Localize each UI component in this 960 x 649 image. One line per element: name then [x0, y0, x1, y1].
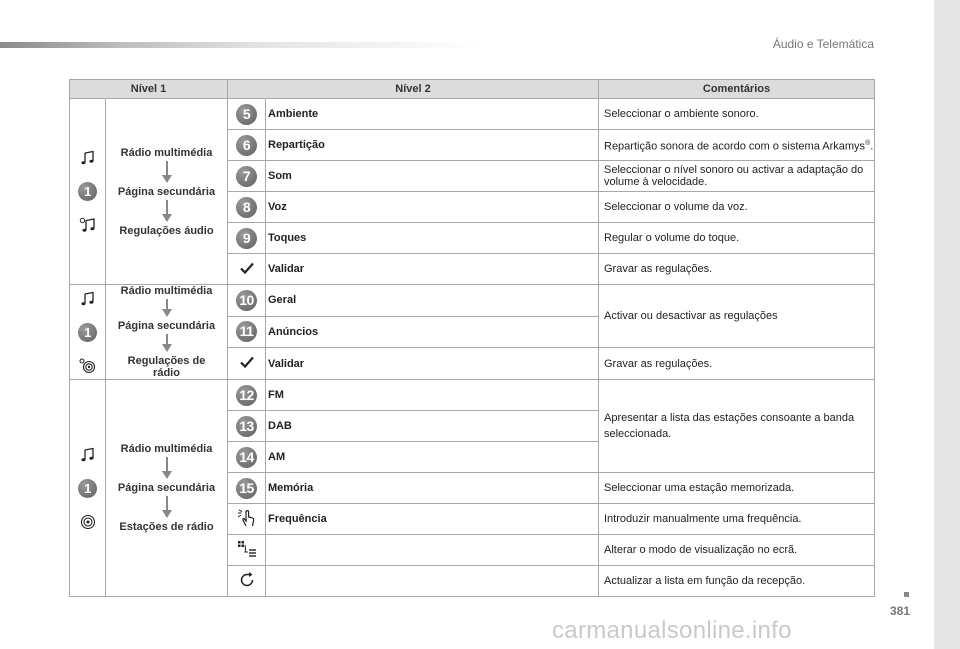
level2-name: Validar: [266, 348, 599, 380]
arrow-down-icon: [162, 457, 172, 479]
comment-end: .: [870, 140, 874, 153]
checkmark-icon: [240, 356, 254, 368]
group-icons-cell: [70, 285, 106, 380]
header-gradient-bar: [0, 42, 480, 48]
comment: Seleccionar o nível sonoro ou activar a adaptação do volume à velocidade.: [599, 161, 875, 192]
number-badge: 11: [236, 321, 257, 342]
comment: Seleccionar o ambiente sonoro.: [599, 99, 875, 130]
level2-name: AM: [266, 442, 599, 473]
level1-path-cell: [106, 380, 228, 597]
column-header-level2: Nível 2: [228, 80, 599, 99]
level2-name: Geral: [266, 285, 599, 317]
table-row: [70, 99, 875, 130]
row-number-cell: [228, 316, 266, 348]
comment: Gravar as regulações.: [599, 254, 875, 285]
row-number-cell: [228, 380, 266, 411]
comment: Regular o volume do toque.: [599, 223, 875, 254]
comment: Introduzir manualmente uma frequência.: [599, 504, 875, 535]
page-marker: [904, 592, 909, 597]
step-number-badge: 1: [78, 479, 97, 498]
comment: Gravar as regulações.: [599, 348, 875, 380]
row-icon-cell: [228, 504, 266, 535]
row-number-cell: [228, 223, 266, 254]
level2-name: [266, 566, 599, 597]
level2-name: DAB: [266, 411, 599, 442]
level2-name: Validar: [266, 254, 599, 285]
music-note-icon: [80, 447, 96, 463]
music-note-icon: [80, 150, 96, 166]
number-badge: 5: [236, 104, 257, 125]
level2-name: Toques: [266, 223, 599, 254]
step-number-badge: 1: [78, 182, 97, 201]
table-row: [70, 380, 875, 411]
comment: Activar ou desactivar as regulações: [599, 285, 875, 348]
comment-text: Repartição sonora de acordo com o sistema Arkamys: [604, 140, 866, 153]
refresh-icon: [238, 571, 256, 589]
level2-name: FM: [266, 380, 599, 411]
page-number: 381: [890, 604, 911, 618]
row-number-cell: [228, 411, 266, 442]
level2-name: Memória: [266, 473, 599, 504]
radio-settings-icon: [79, 358, 97, 374]
comment: Alterar o modo de visualização no ecrã.: [599, 535, 875, 566]
radio-signal-icon: [80, 514, 96, 530]
number-badge: 12: [236, 385, 257, 406]
level1-step: Regulações áudio: [119, 224, 214, 237]
row-icon-cell: [228, 535, 266, 566]
table-row: [70, 285, 875, 317]
arrow-down-icon: [162, 161, 172, 183]
level1-step: Estações de rádio: [119, 521, 214, 533]
row-number-cell: [228, 442, 266, 473]
row-number-cell: [228, 285, 266, 317]
level1-step: Página secundária: [117, 185, 216, 198]
level1-step: Rádio multimédia: [120, 285, 213, 297]
number-badge: 9: [236, 228, 257, 249]
number-badge: 13: [236, 416, 257, 437]
column-header-level1: Nível 1: [70, 80, 228, 99]
display-mode-icon: [237, 540, 257, 558]
table-header-row: [70, 80, 875, 99]
music-note-icon: [80, 291, 96, 307]
step-number-badge: 1: [78, 323, 97, 342]
row-number-cell: [228, 473, 266, 504]
registered-mark: ®: [865, 139, 871, 147]
comment: Apresentar a lista das estações consoante a banda seleccionada.: [599, 380, 875, 473]
level2-name: Ambiente: [266, 99, 599, 130]
comment: Seleccionar o volume da voz.: [599, 192, 875, 223]
row-icon-cell: [228, 566, 266, 597]
row-number-cell: [228, 161, 266, 192]
checkmark-icon: [240, 262, 254, 274]
column-header-comments: Comentários: [599, 80, 875, 99]
number-badge: 10: [236, 290, 257, 311]
row-icon-cell: [228, 348, 266, 380]
arrow-down-icon: [162, 200, 172, 222]
number-badge: 8: [236, 197, 257, 218]
level1-step: Regulações de rádio: [127, 355, 206, 379]
number-badge: 6: [236, 135, 257, 156]
comment: [599, 130, 875, 161]
level1-path-cell: [106, 285, 228, 380]
row-number-cell: [228, 130, 266, 161]
level1-path-cell: [106, 99, 228, 285]
level1-step: Rádio multimédia: [120, 146, 213, 159]
group-icons-cell: [70, 380, 106, 597]
number-badge: 15: [236, 478, 257, 499]
number-badge: 7: [236, 166, 257, 187]
hand-tap-icon: [237, 509, 257, 527]
watermark: carmanualsonline.info: [552, 617, 792, 644]
group-icons-cell: [70, 99, 106, 285]
arrow-down-icon: [162, 299, 172, 317]
level2-name: Anúncios: [266, 316, 599, 348]
arrow-down-icon: [162, 334, 172, 352]
number-badge: 14: [236, 447, 257, 468]
level2-name: [266, 535, 599, 566]
level1-step: Página secundária: [117, 482, 216, 494]
settings-table: [69, 79, 875, 597]
level1-step: Rádio multimédia: [120, 443, 213, 455]
level2-name: Repartição: [266, 130, 599, 161]
level2-name: Voz: [266, 192, 599, 223]
music-settings-icon: [79, 217, 97, 233]
comment: Actualizar a lista em função da recepção.: [599, 566, 875, 597]
level2-name: Frequência: [266, 504, 599, 535]
row-number-cell: [228, 99, 266, 130]
row-number-cell: [228, 192, 266, 223]
level2-name: Som: [266, 161, 599, 192]
side-tab-bar: [934, 0, 960, 649]
section-title: Áudio e Telemática: [772, 37, 874, 51]
comment: Seleccionar uma estação memorizada.: [599, 473, 875, 504]
level1-step: Página secundária: [117, 320, 216, 332]
row-icon-cell: [228, 254, 266, 285]
arrow-down-icon: [162, 496, 172, 518]
